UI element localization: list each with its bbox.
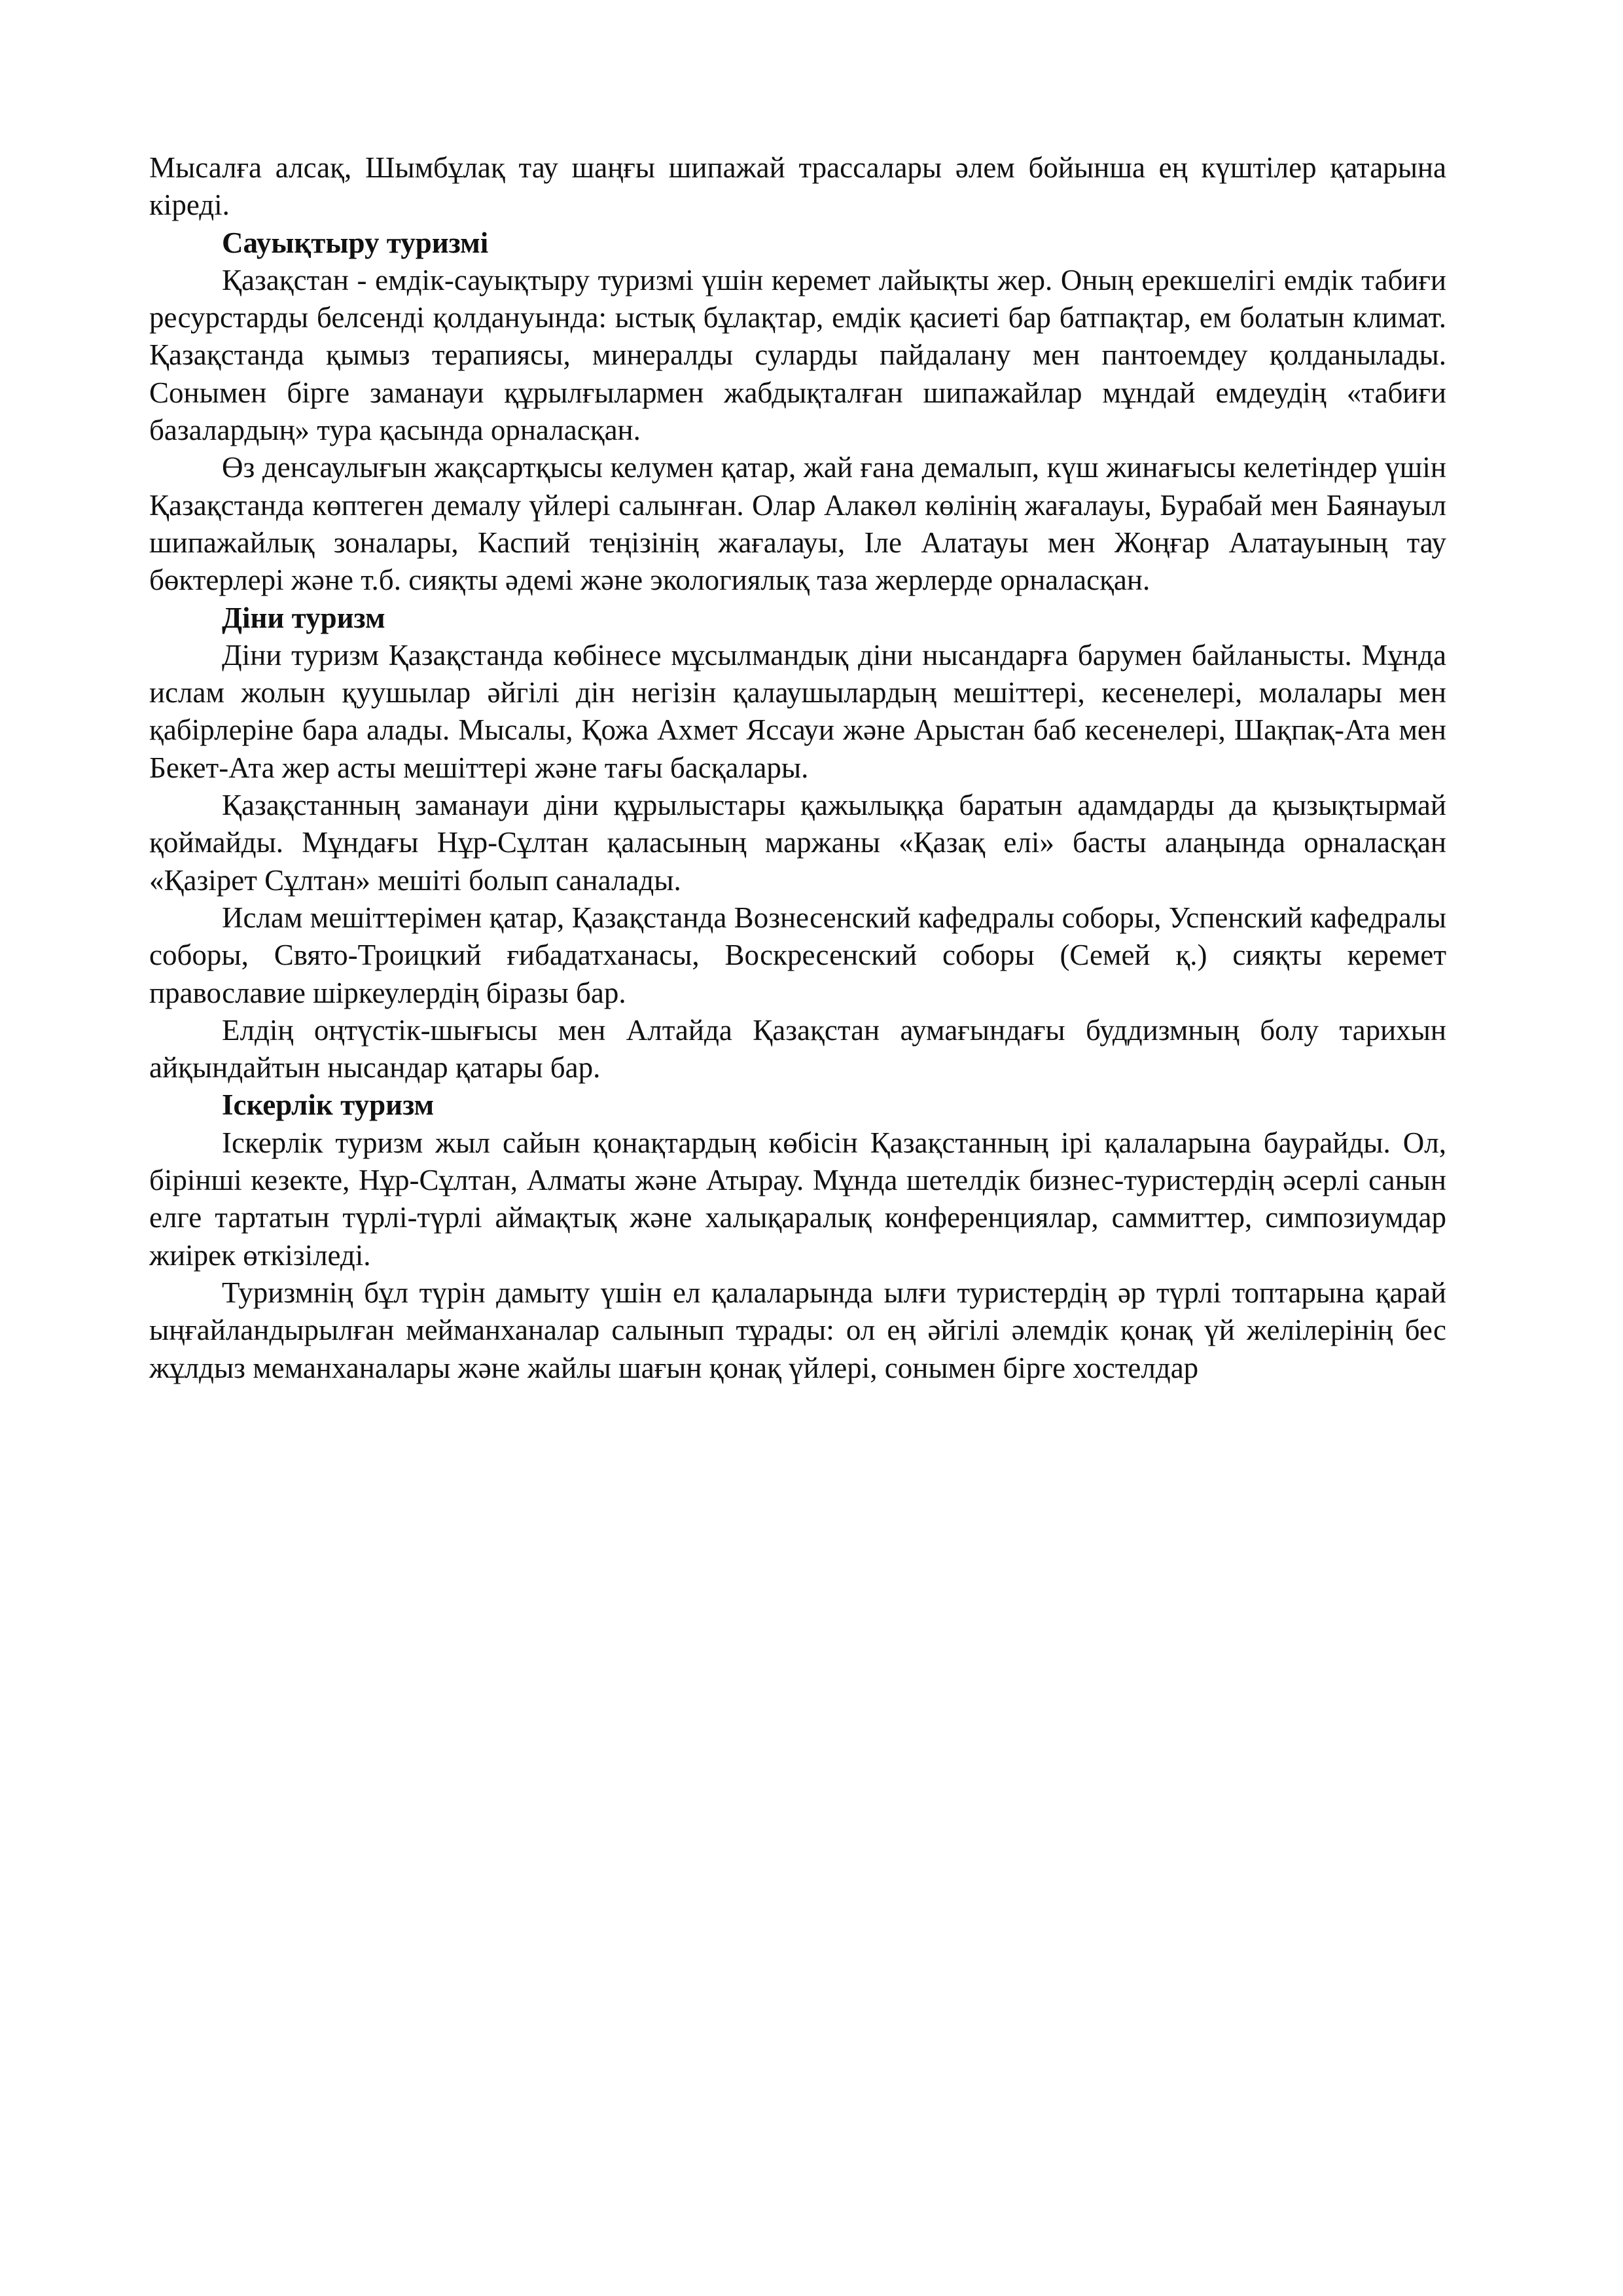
paragraph-health-1: Қазақстан - емдік-сауықтыру туризмі үшін керемет лайықты жер. Оның ерекшелігі емдік табиғи ресурстарды белсенді қолдануында: ыстық бұлақтар, емдік қасиеті бар батпақтар, ем болатын климат. Қазақстанда қымыз терапиясы, минералды суларды пайдалану мен пантоемдеу қолданылады. Сонымен бірге заманауи құрылғылармен жабдықталған шипажайлар мұндай емдеудің «табиғи базалардың» тура қасында орналасқан. — [149, 263, 1446, 447]
paragraph-intro: Мысалға алсақ, Шымбұлақ тау шаңғы шипажай трассалары әлем бойынша ең күштілер қатарына кіреді. — [149, 151, 1446, 222]
document-body — [149, 149, 1446, 1387]
paragraph-business-2: Туризмнің бұл түрін дамыту үшін ел қалаларында ылғи туристердің әр түрлі топтарына қарай ыңғайландырылған мейманханалар салынып тұрады: ол ең әйгілі әлемдік қонақ үй желілерінің бес жұлдыз меманханалары және жайлы шағын қонақ үйлері, сонымен бірге хостелдар — [149, 1276, 1446, 1384]
paragraph-health-2: Өз денсаулығын жақсартқысы келумен қатар, жай ғана демалып, күш жинағысы келетіндер үшін Қазақстанда көптеген демалу үйлері салынған. Олар Алакөл көлінің жағалауы, Бурабай мен Баянауыл шипажайлық зоналары, Каспий теңізінің жағалауы, Іле Алатауы мен Жоңғар Алатауының тау бөктерлері және т.б. сияқты әдемі және экологиялық таза жерлерде орналасқан. — [149, 451, 1446, 597]
paragraph-religious-4: Елдің оңтүстік-шығысы мен Алтайда Қазақстан аумағындағы буддизмның болу тарихын айқындайтын нысандар қатары бар. — [149, 1013, 1446, 1085]
heading-business-tourism: Іскерлік туризм — [222, 1088, 435, 1122]
paragraph-religious-2: Қазақстанның заманауи діни құрылыстары қажылыққа баратын адамдарды да қызықтырмай қоймайды. Мұндағы Нұр-Сұлтан қаласының маржаны «Қазақ елі» басты алаңында орналасқан «Қазірет Сұлтан» мешіті болып саналады. — [149, 789, 1446, 897]
heading-health-tourism: Сауықтыру туризмі — [222, 226, 489, 259]
paragraph-religious-3: Ислам мешіттерімен қатар, Қазақстанда Вознесенский кафедралы соборы, Успенский кафедралы соборы, Свято-Троицкий ғибадатханасы, Воскресенский соборы (Семей қ.) сияқты керемет православие шіркеулердің біразы бар. — [149, 901, 1446, 1009]
paragraph-religious-1: Діни туризм Қазақстанда көбінесе мұсылмандық діни нысандарға барумен байланысты. Мұнда ислам жолын қуушылар әйгілі дін негізін қалаушылардың мешіттері, кесенелері, молалары мен қабірлеріне бара алады. Мысалы, Қожа Ахмет Яссауи және Арыстан баб кесенелері, Шақпақ-Ата мен Бекет-Ата жер асты мешіттері және тағы басқалары. — [149, 638, 1446, 784]
paragraph-business-1: Іскерлік туризм жыл сайын қонақтардың көбісін Қазақстанның ірі қалаларына баурайды. Ол, бірінші кезекте, Нұр-Сұлтан, Алматы және Атырау. Мұнда шетелдік бизнес-туристердің әсерлі санын елге тартатын түрлі-түрлі аймақтық және халықаралық конференциялар, саммиттер, симпозиумдар жиірек өткізіледі. — [149, 1126, 1446, 1272]
heading-religious-tourism: Діни туризм — [222, 601, 385, 634]
